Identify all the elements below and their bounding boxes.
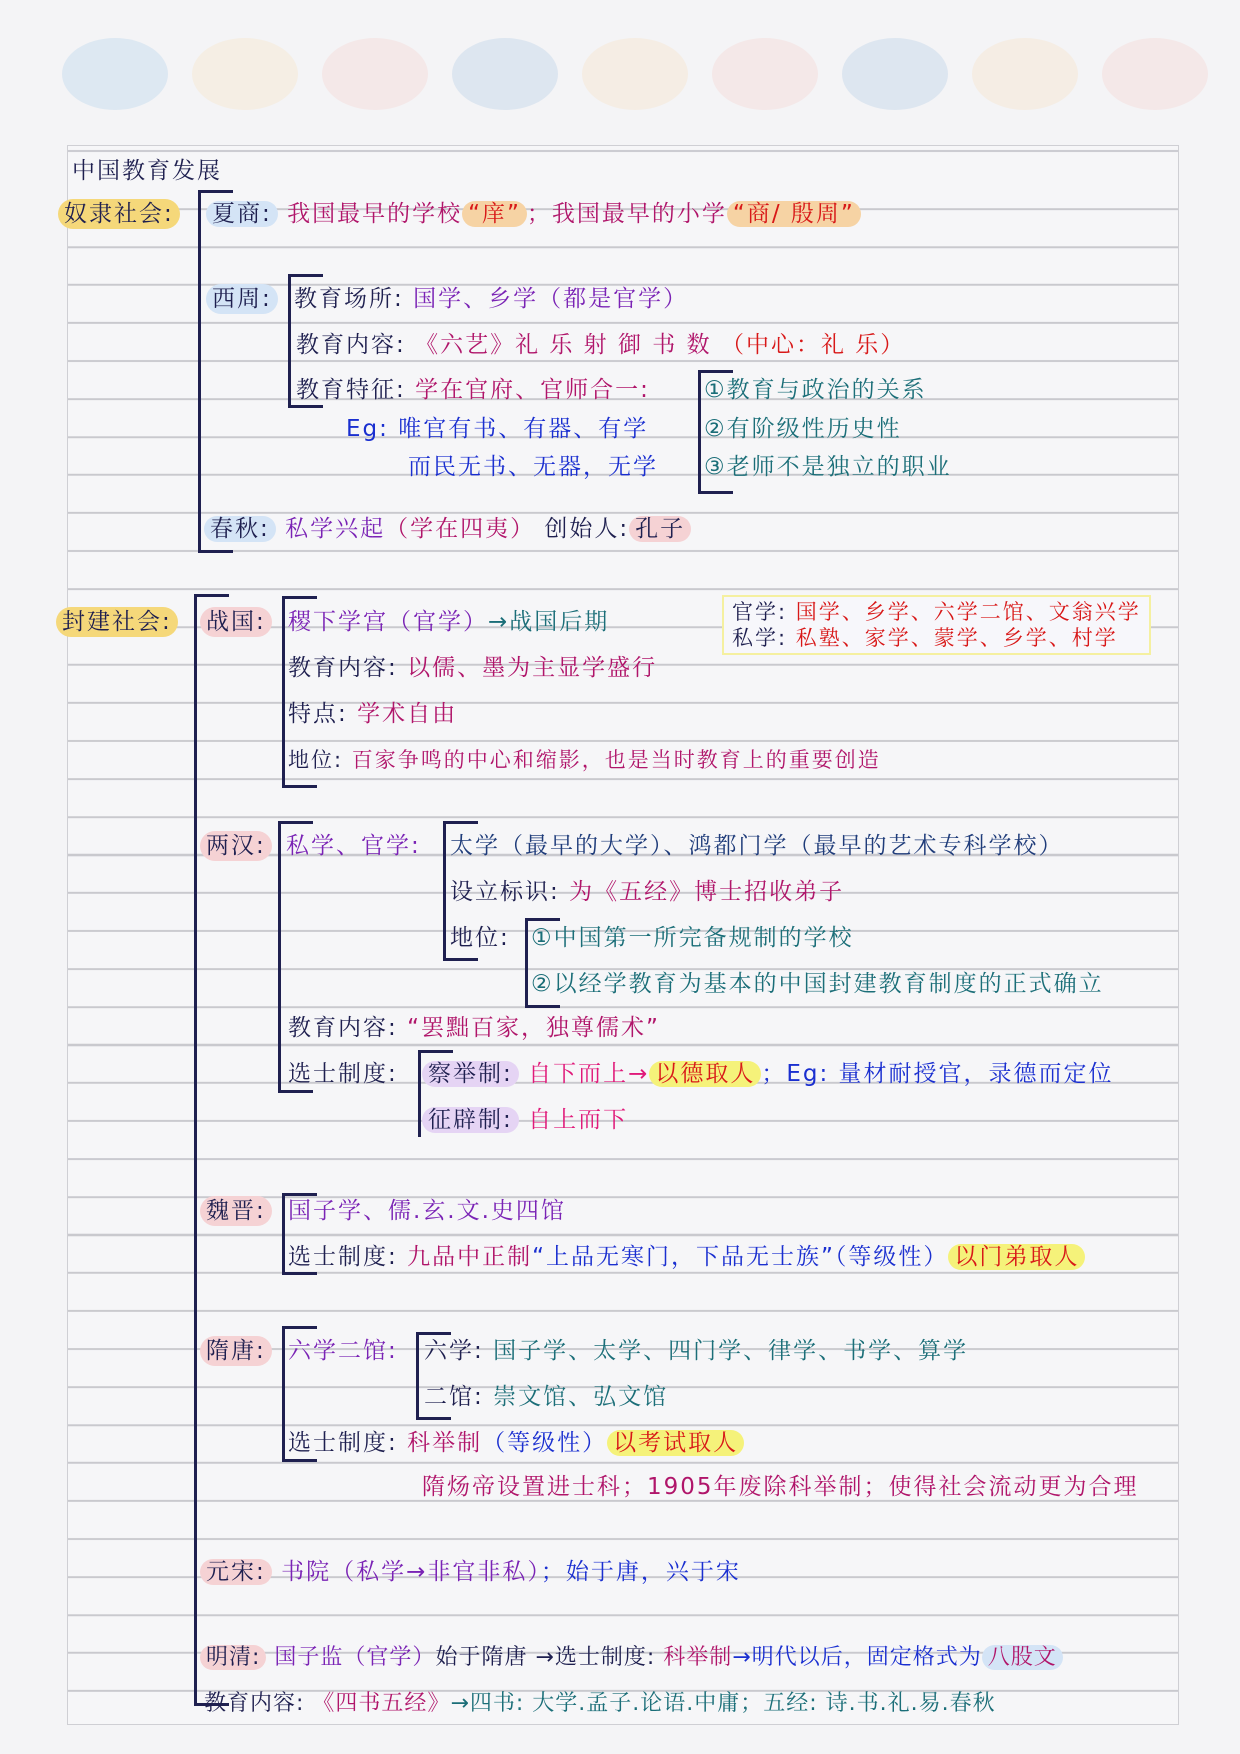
content-value: 《六艺》礼 乐 射 御 书 数 <box>415 332 712 358</box>
place-label: 教育场所: <box>294 286 404 312</box>
six-schools-row <box>424 1336 968 1366</box>
jixia-text: 稷下学宫（官学） <box>288 609 488 635</box>
xizhou-feature-row <box>296 375 650 405</box>
zhanguo-trait-row <box>288 699 457 729</box>
lianghan-status-2: ②以经学教育为基本的中国封建教育制度的正式确立 <box>531 971 1104 997</box>
zhengbi-row <box>422 1105 628 1135</box>
trait-label: 特点: <box>288 701 348 727</box>
dot-7 <box>842 38 948 110</box>
xiashang-highlight-1: “庠” <box>462 201 527 227</box>
xizhou-content-row <box>296 330 905 360</box>
sign-label: 设立标识: <box>450 879 560 905</box>
yuansong-label: 元宋: <box>200 1559 272 1585</box>
feature-label: 教育特征: <box>296 377 406 403</box>
founder-value: 孔子 <box>629 516 691 542</box>
sign-value: 为《五经》博士招收弟子 <box>569 879 845 905</box>
status-label: 地位: <box>288 748 344 772</box>
select-value-b: “上品无寒门，下品无士族”（等级性） <box>532 1244 949 1270</box>
content-label: 教育内容: <box>288 655 398 681</box>
lianghan-select-label: 选士制度: <box>288 1061 398 1087</box>
side-note-value-2: 私塾、家学、蒙学、乡学、村学 <box>795 626 1118 650</box>
content-label: 教育内容: <box>296 332 406 358</box>
dot-6 <box>712 38 818 110</box>
suitang-select-row <box>288 1428 744 1458</box>
six-label: 六学: <box>424 1338 484 1364</box>
yuansong-row <box>200 1557 741 1587</box>
lianghan-school-label: 私学、官学: <box>286 833 421 859</box>
zhanguo-status-row <box>288 745 881 775</box>
two-value: 崇文馆、弘文馆 <box>493 1384 669 1410</box>
slave-society-label: 奴隶社会: <box>58 199 180 229</box>
select-highlight: 以考试取人 <box>607 1430 744 1456</box>
status-value: 百家争鸣的中心和缩影，也是当时教育上的重要创造 <box>351 748 881 772</box>
chunqiu-row <box>204 514 691 544</box>
chunqiu-label: 春秋: <box>204 516 276 542</box>
six-value: 国子学、太学、四门学、律学、书学、算学 <box>493 1338 969 1364</box>
mingqing-content-row <box>204 1689 996 1719</box>
lianghan-bracket <box>278 821 313 1093</box>
point-3: ③老师不是独立的职业 <box>704 454 952 480</box>
lianghan-status-label: 地位: <box>450 925 510 951</box>
select-label: 选士制度: <box>288 1244 398 1270</box>
lianghan-content-row <box>288 1013 660 1043</box>
two-halls-row <box>424 1382 668 1412</box>
slave-society-bracket <box>198 190 233 553</box>
side-note-label-1: 官学: <box>732 600 788 624</box>
suitang-school-label: 六学二馆: <box>288 1338 398 1364</box>
dot-4 <box>452 38 558 110</box>
feudal-society-bracket <box>194 594 229 1706</box>
yuansong-value-a: 书院（私学→非官非私） <box>281 1559 541 1585</box>
decorative-dots <box>62 38 1212 110</box>
zhanguo-label: 战国: <box>200 607 272 637</box>
dot-1 <box>62 38 168 110</box>
xizhou-place-row <box>294 284 688 314</box>
feature-value: 学在官府、官师合一: <box>415 377 650 403</box>
select-value-b: （等级性） <box>482 1430 608 1456</box>
chunqiu-text: 私学兴起 <box>285 516 386 542</box>
chaju-highlight: 以德取人 <box>649 1061 761 1087</box>
guozijian-text: 国子监（官学） <box>274 1645 436 1670</box>
zhengbi-value: 自上而下 <box>528 1107 629 1133</box>
content-label: 教育内容: <box>288 1015 398 1041</box>
lianghan-status-1: ①中国第一所完备规制的学校 <box>531 925 854 951</box>
dot-2 <box>192 38 298 110</box>
content-value-b: →四书: 大学.孟子.论语.中庸；五经: 诗.书.礼.易.春秋 <box>450 1691 996 1716</box>
xizhou-label: 西周: <box>206 284 278 314</box>
late-warring-text: →战国后期 <box>488 609 610 635</box>
mingqing-label: 明清: <box>200 1645 266 1670</box>
mingqing-text-b: 始于隋唐 →选士制度: <box>435 1645 656 1670</box>
point-1: ①教育与政治的关系 <box>704 377 927 403</box>
two-label: 二馆: <box>424 1384 484 1410</box>
content-value-a: 《四书五经》 <box>312 1691 451 1716</box>
weijin-label: 魏晋: <box>200 1196 272 1226</box>
xizhou-eg-2: 而民无书、无器，无学 <box>408 454 658 480</box>
select-label: 选士制度: <box>288 1430 398 1456</box>
content-value: 以儒、墨为主显学盛行 <box>407 655 658 681</box>
mingqing-text-d: →明代以后，固定格式为 <box>732 1645 982 1670</box>
xiashang-row <box>206 199 861 229</box>
dot-5 <box>582 38 688 110</box>
feudal-society-label: 封建社会: <box>56 607 178 637</box>
lianghan-sign-row <box>450 877 844 907</box>
chaju-row <box>422 1059 1114 1089</box>
xizhou-eg-1: Eg: 唯官有书、有器、有学 <box>346 416 649 442</box>
xiashang-text: 我国最早的学校 <box>287 201 463 227</box>
zhanguo-row-1 <box>288 607 609 637</box>
weijin-row-1: 国子学、儒.玄.文.史四馆 <box>288 1198 566 1224</box>
suitang-label: 隋唐: <box>200 1336 272 1366</box>
content-value: “罢黜百家，独尊儒术” <box>407 1015 660 1041</box>
place-value: 国学、乡学（都是官学） <box>413 286 689 312</box>
yuansong-value-b: ；始于唐，兴于宋 <box>540 1559 741 1585</box>
weijin-select-row <box>288 1242 1085 1272</box>
xiashang-label: 夏商: <box>206 201 278 227</box>
side-note-value-1: 国学、乡学、六学二馆、文翁兴学 <box>795 600 1141 624</box>
side-note-box <box>722 595 1151 655</box>
page-title: 中国教育发展 <box>72 158 222 184</box>
dot-9 <box>1102 38 1208 110</box>
dot-8 <box>972 38 1078 110</box>
zhengbi-label: 征辟制: <box>422 1107 519 1133</box>
point-2: ②有阶级性历史性 <box>704 416 902 442</box>
keju-text: 科举制 <box>663 1645 733 1670</box>
trait-value: 学术自由 <box>357 701 458 727</box>
lianghan-label: 两汉: <box>200 831 272 861</box>
founder-label: 创始人: <box>544 516 630 542</box>
side-note-label-2: 私学: <box>732 626 788 650</box>
suitang-note: 隋炀帝设置进士科；1905年废除科举制；使得社会流动更为合理 <box>422 1474 1139 1500</box>
content-label: 教育内容: <box>204 1691 305 1716</box>
zhanguo-content-row <box>288 653 657 683</box>
lianghan-school-value: 太学（最早的大学）、鸿都门学（最早的艺术专科学校） <box>450 833 1064 859</box>
xiashang-text-2: ；我国最早的小学 <box>526 201 727 227</box>
select-value-a: 科举制 <box>407 1430 483 1456</box>
chunqiu-text-2: （学在四夷） <box>385 516 536 542</box>
chaju-eg: ；Eg: 量材耐授官，录德而定位 <box>761 1061 1114 1087</box>
select-highlight: 以门弟取人 <box>948 1244 1085 1270</box>
dot-3 <box>322 38 428 110</box>
content-center: （中心：礼 乐） <box>720 332 906 358</box>
xiashang-highlight-2: “商/ 殷周” <box>727 201 861 227</box>
select-value-a: 九品中正制 <box>407 1244 533 1270</box>
chaju-label: 察举制: <box>422 1061 519 1087</box>
mingqing-row-1 <box>200 1643 1063 1673</box>
chaju-value: 自下而上→ <box>528 1061 650 1087</box>
baguwen-highlight: 八股文 <box>982 1645 1063 1670</box>
